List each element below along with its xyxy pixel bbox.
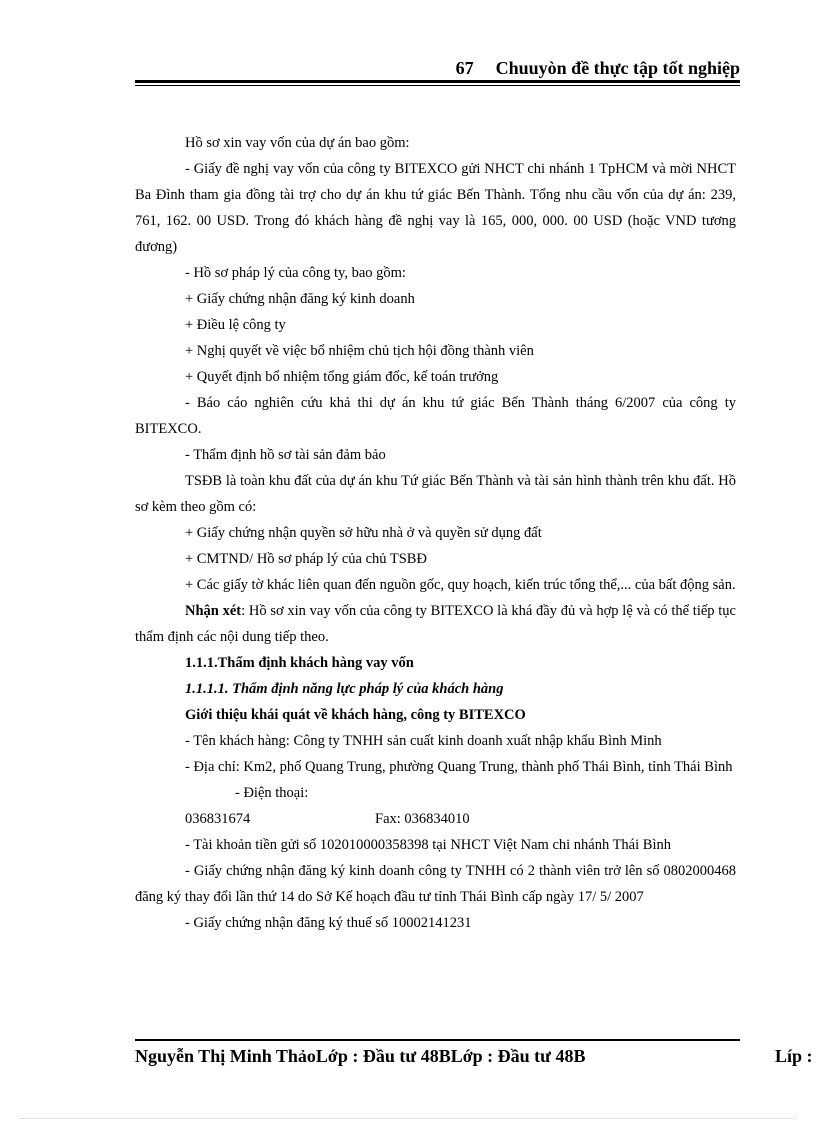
subsection-heading: 1.1.1.1. Thẩm định năng lực pháp lý của khách hàng	[185, 681, 504, 697]
paragraph: - Địa chỉ: Km2, phố Quang Trung, phường Quang Trung, thành phố Thái Bình, tỉnh Thái Bình	[185, 759, 733, 775]
paragraph: - Thẩm định hồ sơ tài sản đảm bảo	[185, 447, 386, 463]
list-item: + Quyết định bổ nhiệm tổng giám đốc, kế toán trưởng	[185, 369, 499, 385]
section-heading: 1.1.1.Thẩm định khách hàng vay vốn	[185, 655, 414, 671]
intro-heading: Giới thiệu khái quát về khách hàng, công ty BITEXCO	[185, 707, 526, 723]
page-header	[135, 56, 740, 80]
paragraph: - Hồ sơ pháp lý của công ty, bao gồm:	[185, 265, 406, 281]
list-item: + CMTND/ Hồ sơ pháp lý của chủ TSBĐ	[185, 551, 427, 567]
page-footer	[135, 1044, 816, 1068]
list-item: + Giấy chứng nhận quyền sở hữu nhà ở và quyền sử dụng đất	[185, 525, 542, 541]
paragraph: Hồ sơ xin vay vốn của dự án bao gồm:	[185, 135, 410, 151]
header-rule-thick	[135, 80, 740, 83]
list-item: + Các giấy tờ khác liên quan đến nguồn gốc, quy hoạch, kiến trúc tổng thể,... của bất động sản.	[185, 577, 736, 593]
page-number: 67	[455, 58, 474, 78]
paragraph: - Báo cáo nghiên cứu khả thi dự án khu tứ giác Bến Thành tháng 6/2007 của công ty BITEXCO.	[135, 395, 736, 437]
footer-author: Nguyễn Thị Minh ThảoLớp : Đầu tư 48BLớp : Đầu tư 48B	[135, 1046, 586, 1066]
document-body	[135, 130, 736, 936]
fax-text: Fax: 036834010	[375, 811, 470, 827]
remark-text: : Hồ sơ xin vay vốn của công ty BITEXCO là khá đầy đủ và hợp lệ và có thể tiếp tục thẩm định các nội dung tiếp theo.	[135, 603, 736, 645]
remark-label: Nhận xét	[185, 603, 242, 619]
paragraph: - Giấy chứng nhận đăng ký kinh doanh công ty TNHH có 2 thành viên trở lên số 0802000468 đăng ký thay đổi lần thứ 14 do Sở Kế hoạch đầu tư tỉnh Thái Bình cấp ngày 17/ 5/ 2007	[135, 863, 736, 905]
phone-text: - Điện thoại: 036831674	[185, 785, 309, 827]
paragraph: - Giấy chứng nhận đăng ký thuế số 10002141231	[185, 915, 472, 931]
list-item: + Điều lệ công ty	[185, 317, 286, 333]
page-edge-divider	[20, 1118, 796, 1119]
list-item: + Nghị quyết về việc bổ nhiệm chủ tịch hội đồng thành viên	[185, 343, 534, 359]
paragraph: - Tên khách hàng: Công ty TNHH sản cuất kinh doanh xuất nhập khẩu Bình Minh	[185, 733, 662, 749]
paragraph: TSĐB là toàn khu đất của dự án khu Tứ giác Bến Thành và tài sản hình thành trên khu đất. Hồ sơ kèm theo gồm có:	[135, 473, 736, 515]
contact-line	[135, 780, 736, 832]
footer-class-label: Líp :	[775, 1046, 813, 1066]
list-item: + Giấy chứng nhận đăng ký kinh doanh	[185, 291, 415, 307]
header-title: Chuuyòn đề thực tập tốt nghiệp	[495, 58, 740, 78]
paragraph: - Giấy đề nghị vay vốn của công ty BITEXCO gửi NHCT chi nhánh 1 TpHCM và mời NHCT Ba Đình tham gia đồng tài trợ cho dự án khu tứ giác Bến Thành. Tổng nhu cầu vốn của dự án: 239, 761, 162. 00 USD. Trong đó khách hàng đề nghị vay là 165, 000, 000. 00 USD (hoặc VND tương đương)	[135, 161, 736, 255]
footer-rule	[135, 1039, 740, 1041]
paragraph: - Tài khoản tiền gửi số 102010000358398 tại NHCT Việt Nam chi nhánh Thái Bình	[185, 837, 671, 853]
remark-paragraph	[135, 598, 736, 650]
header-rule-thin	[135, 85, 740, 86]
